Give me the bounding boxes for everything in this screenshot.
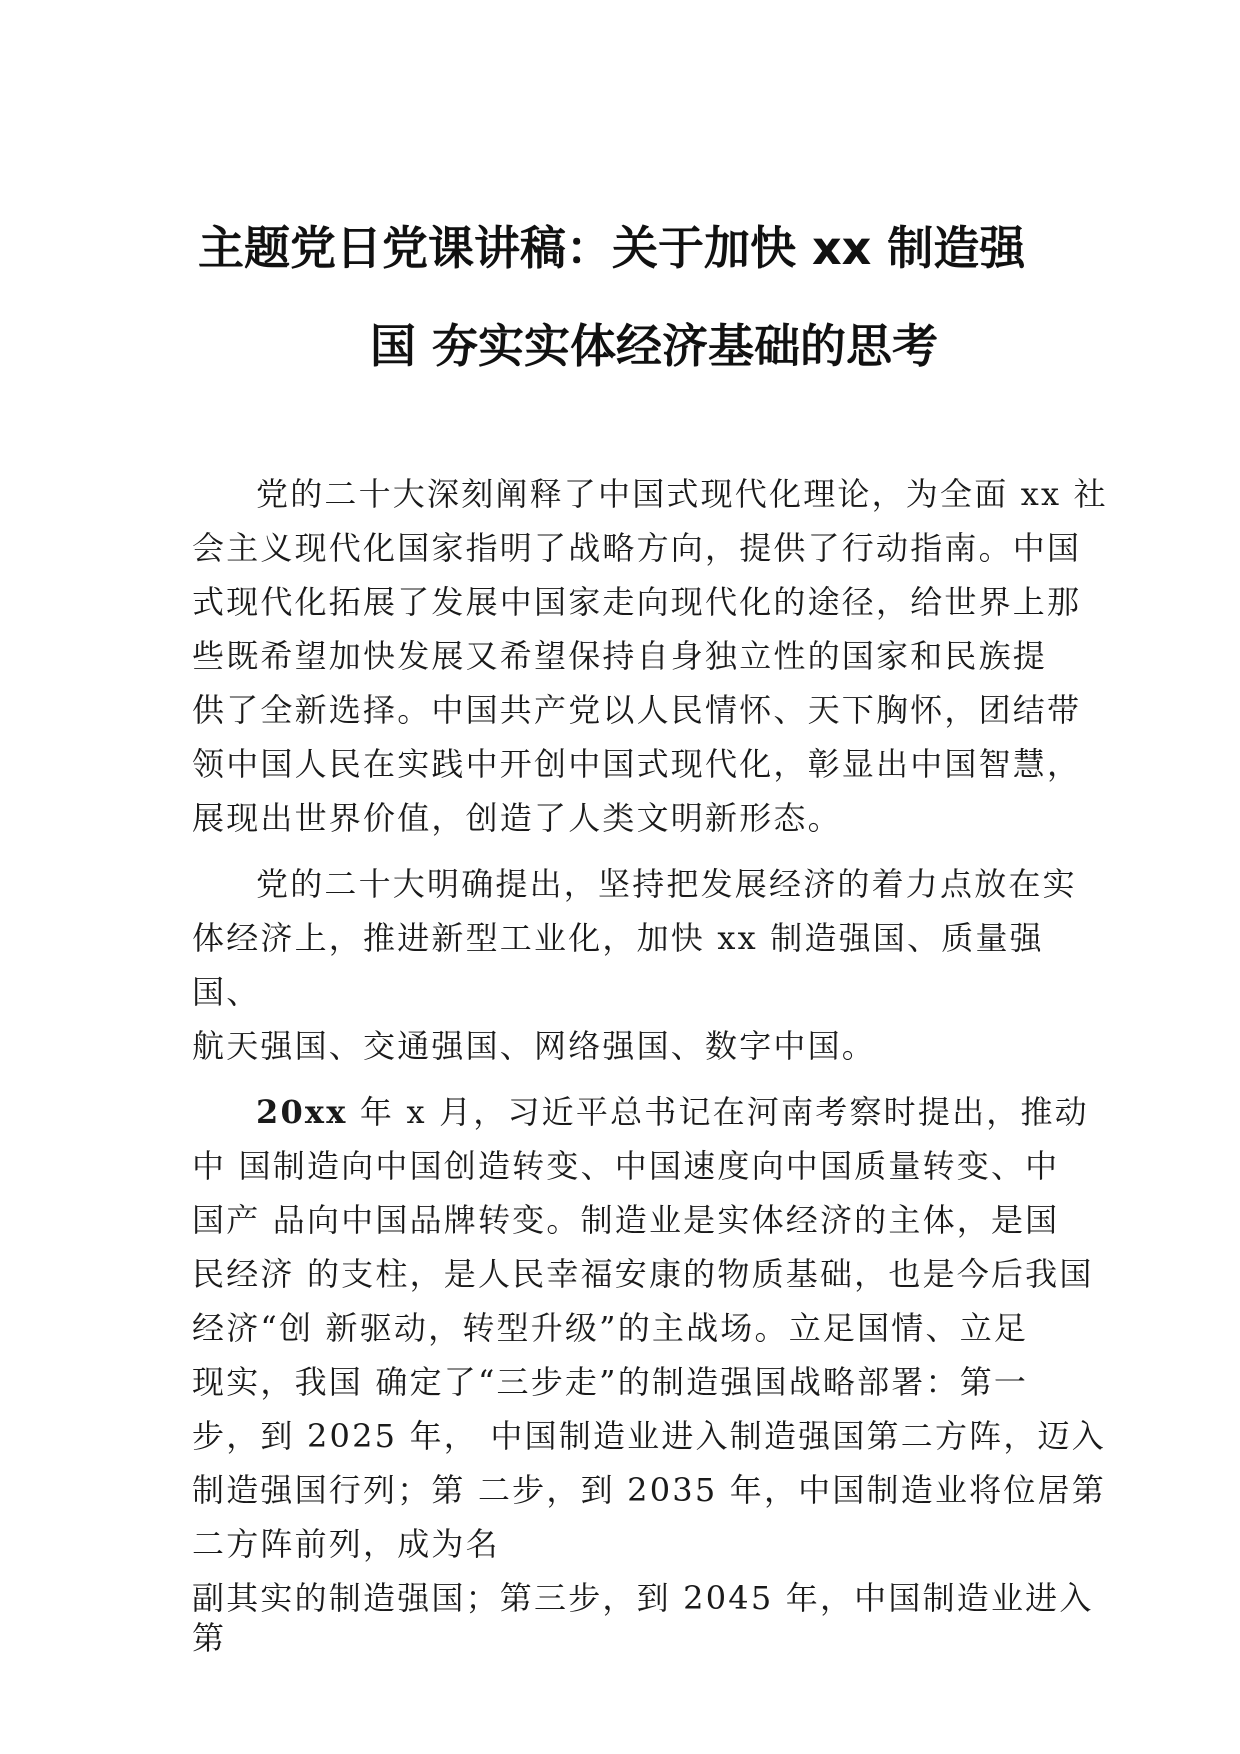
paragraph-3-line: 国产 品向中国品牌转变。制造业是实体经济的主体，是国 [192, 1201, 1060, 1239]
paragraph-1-line: 式现代化拓展了发展中国家走向现代化的途径，给世界上那 [192, 583, 1082, 621]
document-title-line-2: 国 夯实实体经济基础的思考 [370, 319, 939, 373]
paragraph-3-line: 民经济 的支柱，是人民幸福安康的物质基础，也是今后我国 [192, 1255, 1094, 1293]
paragraph-2-line: 国、 [192, 973, 261, 1011]
paragraph-1-line: 党的二十大深刻阐释了中国式现代化理论，为全面 xx 社 [256, 475, 1108, 513]
paragraph-3-line: 制造强国行列；第 二步，到 2035 年，中国制造业将位居第 [192, 1471, 1106, 1509]
paragraph-2-line: 体经济上，推进新型工业化，加快 xx 制造强国、质量强 [192, 919, 1044, 957]
paragraph-3-line: 步，到 2025 年， 中国制造业进入制造强国第二方阵，迈入 [192, 1417, 1106, 1455]
paragraph-3-line: 现实，我国 确定了“三步走”的制造强国战略部署：第一 [192, 1363, 1029, 1401]
paragraph-2-line: 党的二十大明确提出，坚持把发展经济的着力点放在实 [256, 865, 1077, 903]
document-title-line-1: 主题党日党课讲稿：关于加快 xx 制造强 [198, 221, 1026, 275]
paragraph-3-line: 第 [192, 1619, 227, 1657]
paragraph-3-line: 年 x 月，习近平总书记在河南考察时提出，推动 [347, 1093, 1089, 1131]
paragraph-3-lead: 20xx [256, 1093, 348, 1131]
paragraph-3-line: 经济“创 新驱动，转型升级”的主战场。立足国情、立足 [192, 1309, 1029, 1347]
paragraph-1-line: 些既希望加快发展又希望保持自身独立性的国家和民族提 [192, 637, 1048, 675]
paragraph-2-line: 航天强国、交通强国、网络强国、数字中国。 [192, 1027, 877, 1065]
paragraph-3-first-line [256, 1090, 1089, 1134]
paragraph-1-line: 供了全新选择。中国共产党以人民情怀、天下胸怀，团结带 [192, 691, 1082, 729]
paragraph-1-line: 会主义现代化国家指明了战略方向，提供了行动指南。中国 [192, 529, 1082, 567]
paragraph-1-line: 展现出世界价值，创造了人类文明新形态。 [192, 799, 842, 837]
paragraph-3-line: 二方阵前列，成为名 [192, 1525, 500, 1563]
paragraph-3-line: 副其实的制造强国；第三步，到 2045 年，中国制造业进入 [192, 1579, 1094, 1617]
paragraph-1-line: 领中国人民在实践中开创中国式现代化，彰显出中国智慧， [192, 745, 1082, 783]
paragraph-3-line: 中 国制造向中国创造转变、中国速度向中国质量转变、中 [192, 1147, 1060, 1185]
